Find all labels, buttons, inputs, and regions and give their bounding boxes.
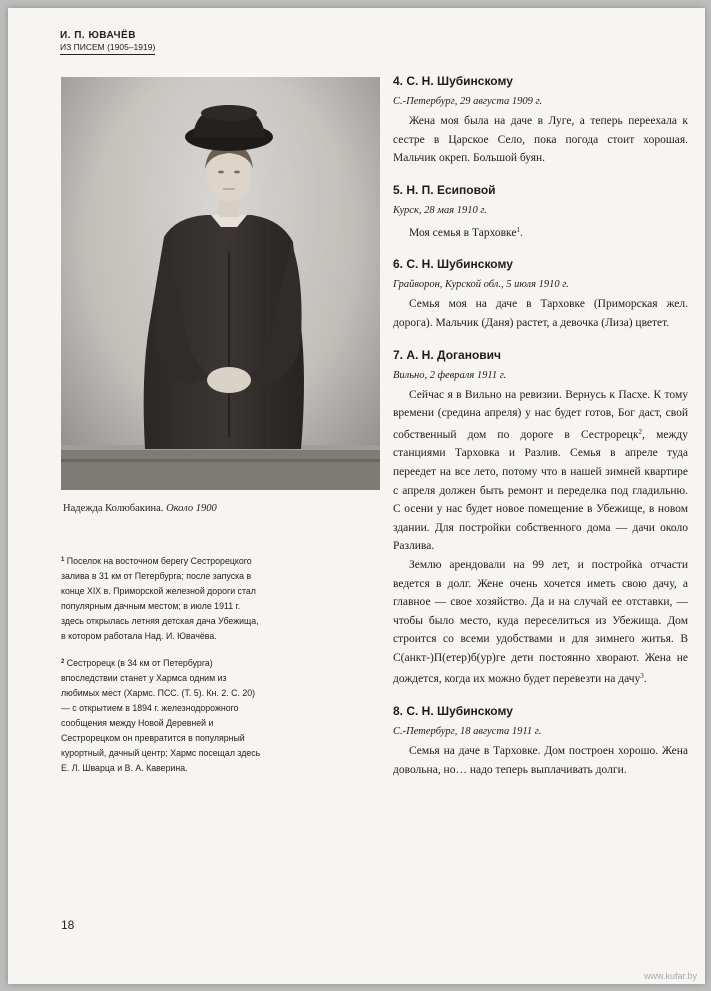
letter-text: Семья на даче в Тарховке. Дом построен хорошо. Жена довольна, но… надо теперь выплачивать долги.: [393, 745, 688, 776]
footnote-1: [61, 553, 263, 645]
letter-place-date: Вильно, 2 февраля 1911 г.: [393, 369, 507, 381]
portrait-photo: [61, 77, 380, 490]
book-page: [8, 8, 705, 984]
letter-place-date: Грайворон, Курской обл., 5 июля 1910 г.: [393, 279, 569, 291]
footnote-ref[interactable]: 3: [640, 672, 644, 681]
letter-text: Жена моя была на даче в Луге, а теперь переехала к сестре в Царское Село, пока погода стоит хорошая. Мальчик окреп. Большой буян.: [393, 115, 688, 165]
watermark: www.kufar.by: [643, 971, 697, 981]
letter-paragraph: [393, 295, 688, 332]
letter-place-date: Курск, 28 мая 1910 г.: [393, 204, 487, 216]
letter-title: 8. С. Н. Шубинскому: [393, 704, 513, 719]
letter-text: .: [519, 226, 523, 239]
letter-text: Семья моя на даче в Тарховке (Приморская жел. дорога). Мальчик (Даня) растет, а девочка (Лиза) цветет.: [393, 298, 688, 329]
footnote-text: Сестрорецк (в 34 км от Петербурга) впоследствии станет у Хармса одним из любимых мест (Хармс. ПСС. (Т. 5). Кн. 2. С. 20) — с открытием в 1894 г. железнодорожного сообщения между Новой Деревней и Сестрорецком он превратится в популярный курортный, дачный центр; Хармс посещал здесь Е. Л. Шварца и В. А. Каверина.: [61, 657, 261, 774]
letter-title: 4. С. Н. Шубинскому: [393, 74, 513, 88]
letter-title: 7. А. Н. Доганович: [393, 347, 502, 362]
photo-caption-name: Надежда Колюбакина.: [63, 503, 167, 514]
footnotes: [61, 553, 263, 786]
letter-5: [393, 181, 688, 243]
letter-paragraph: [393, 386, 688, 556]
letter-title: 6. С. Н. Шубинскому: [393, 257, 513, 272]
page-number: 18: [61, 918, 75, 932]
letter-8: [393, 702, 688, 779]
photo-caption-date: Около 1900: [166, 503, 217, 514]
photo-caption: [63, 503, 217, 514]
running-head: [60, 30, 155, 55]
letter-text: Сейчас я в Вильно на ревизии. Вернусь к Пасхе. К тому времени (средина апреля) у нас будет готов, Бог даст, свой собственный дом по дороге в Сестрорецк: [393, 388, 688, 441]
letter-7: [393, 346, 688, 690]
running-head-work: ИЗ ПИСЕМ (1905–1919): [60, 42, 155, 55]
letter-place-date: С.-Петербург, 29 августа 1909 г.: [393, 96, 543, 107]
letter-paragraph: [393, 112, 688, 168]
footnote-mark: 1: [61, 557, 65, 563]
letter-paragraph: [393, 742, 688, 779]
letter-text: Землю арендовали на 99 лет, и постройка отчасти ведется в долг. Жене очень хочется иметь свою дачу, а главное — свое хозяйство. Да и на случай ее отставки, — чтобы было место, куда переселиться из Убежища. Дом строится со всеми удобствами и для зимнего житья. В С(анкт-)П(етер)б(ур)ге дети постоянно хворают. Жена не дождется, когда их можно будет перевезти на дачу: [393, 558, 688, 686]
running-head-author: И. П. ЮВАЧЁВ: [60, 30, 136, 41]
footnote-ref[interactable]: 1: [516, 225, 520, 234]
letter-title: 5. Н. П. Есиповой: [393, 182, 496, 197]
footnote-mark: 2: [61, 658, 65, 665]
letter-text: Моя семья в Тарховке: [409, 226, 517, 239]
letter-paragraph: [393, 556, 688, 689]
letter-4: [393, 72, 688, 168]
footnote-text: Поселок на восточном берегу Сестрорецкого залива в 31 км от Петербурга; после запуска в конце XIX в. Приморской железной дороги стал популярным дачным местом; в июле 1911 г. здесь открылась летняя детская дача Убежища, в котором работала Над. И. Ювачёва.: [61, 556, 259, 642]
letters-column: [393, 72, 688, 792]
footnote-ref[interactable]: 2: [638, 427, 643, 436]
letter-text: , между станциями Тарховка и Разлив. Семья в апреле туда переедет на все лето, потому что в нашей зимней квартире с апреля должен быть ремонт и переделка под гладильню. С осени у нас будет новое помещение в Убежище, в новом здании. Для постройки собственного дома — дачи около Разлива.: [393, 428, 688, 553]
letter-place-date: С.-Петербург, 18 августа 1911 г.: [393, 726, 542, 738]
letter-paragraph: [393, 221, 688, 243]
letter-text: .: [643, 673, 647, 686]
footnote-2: [61, 655, 263, 777]
letter-6: [393, 255, 688, 332]
